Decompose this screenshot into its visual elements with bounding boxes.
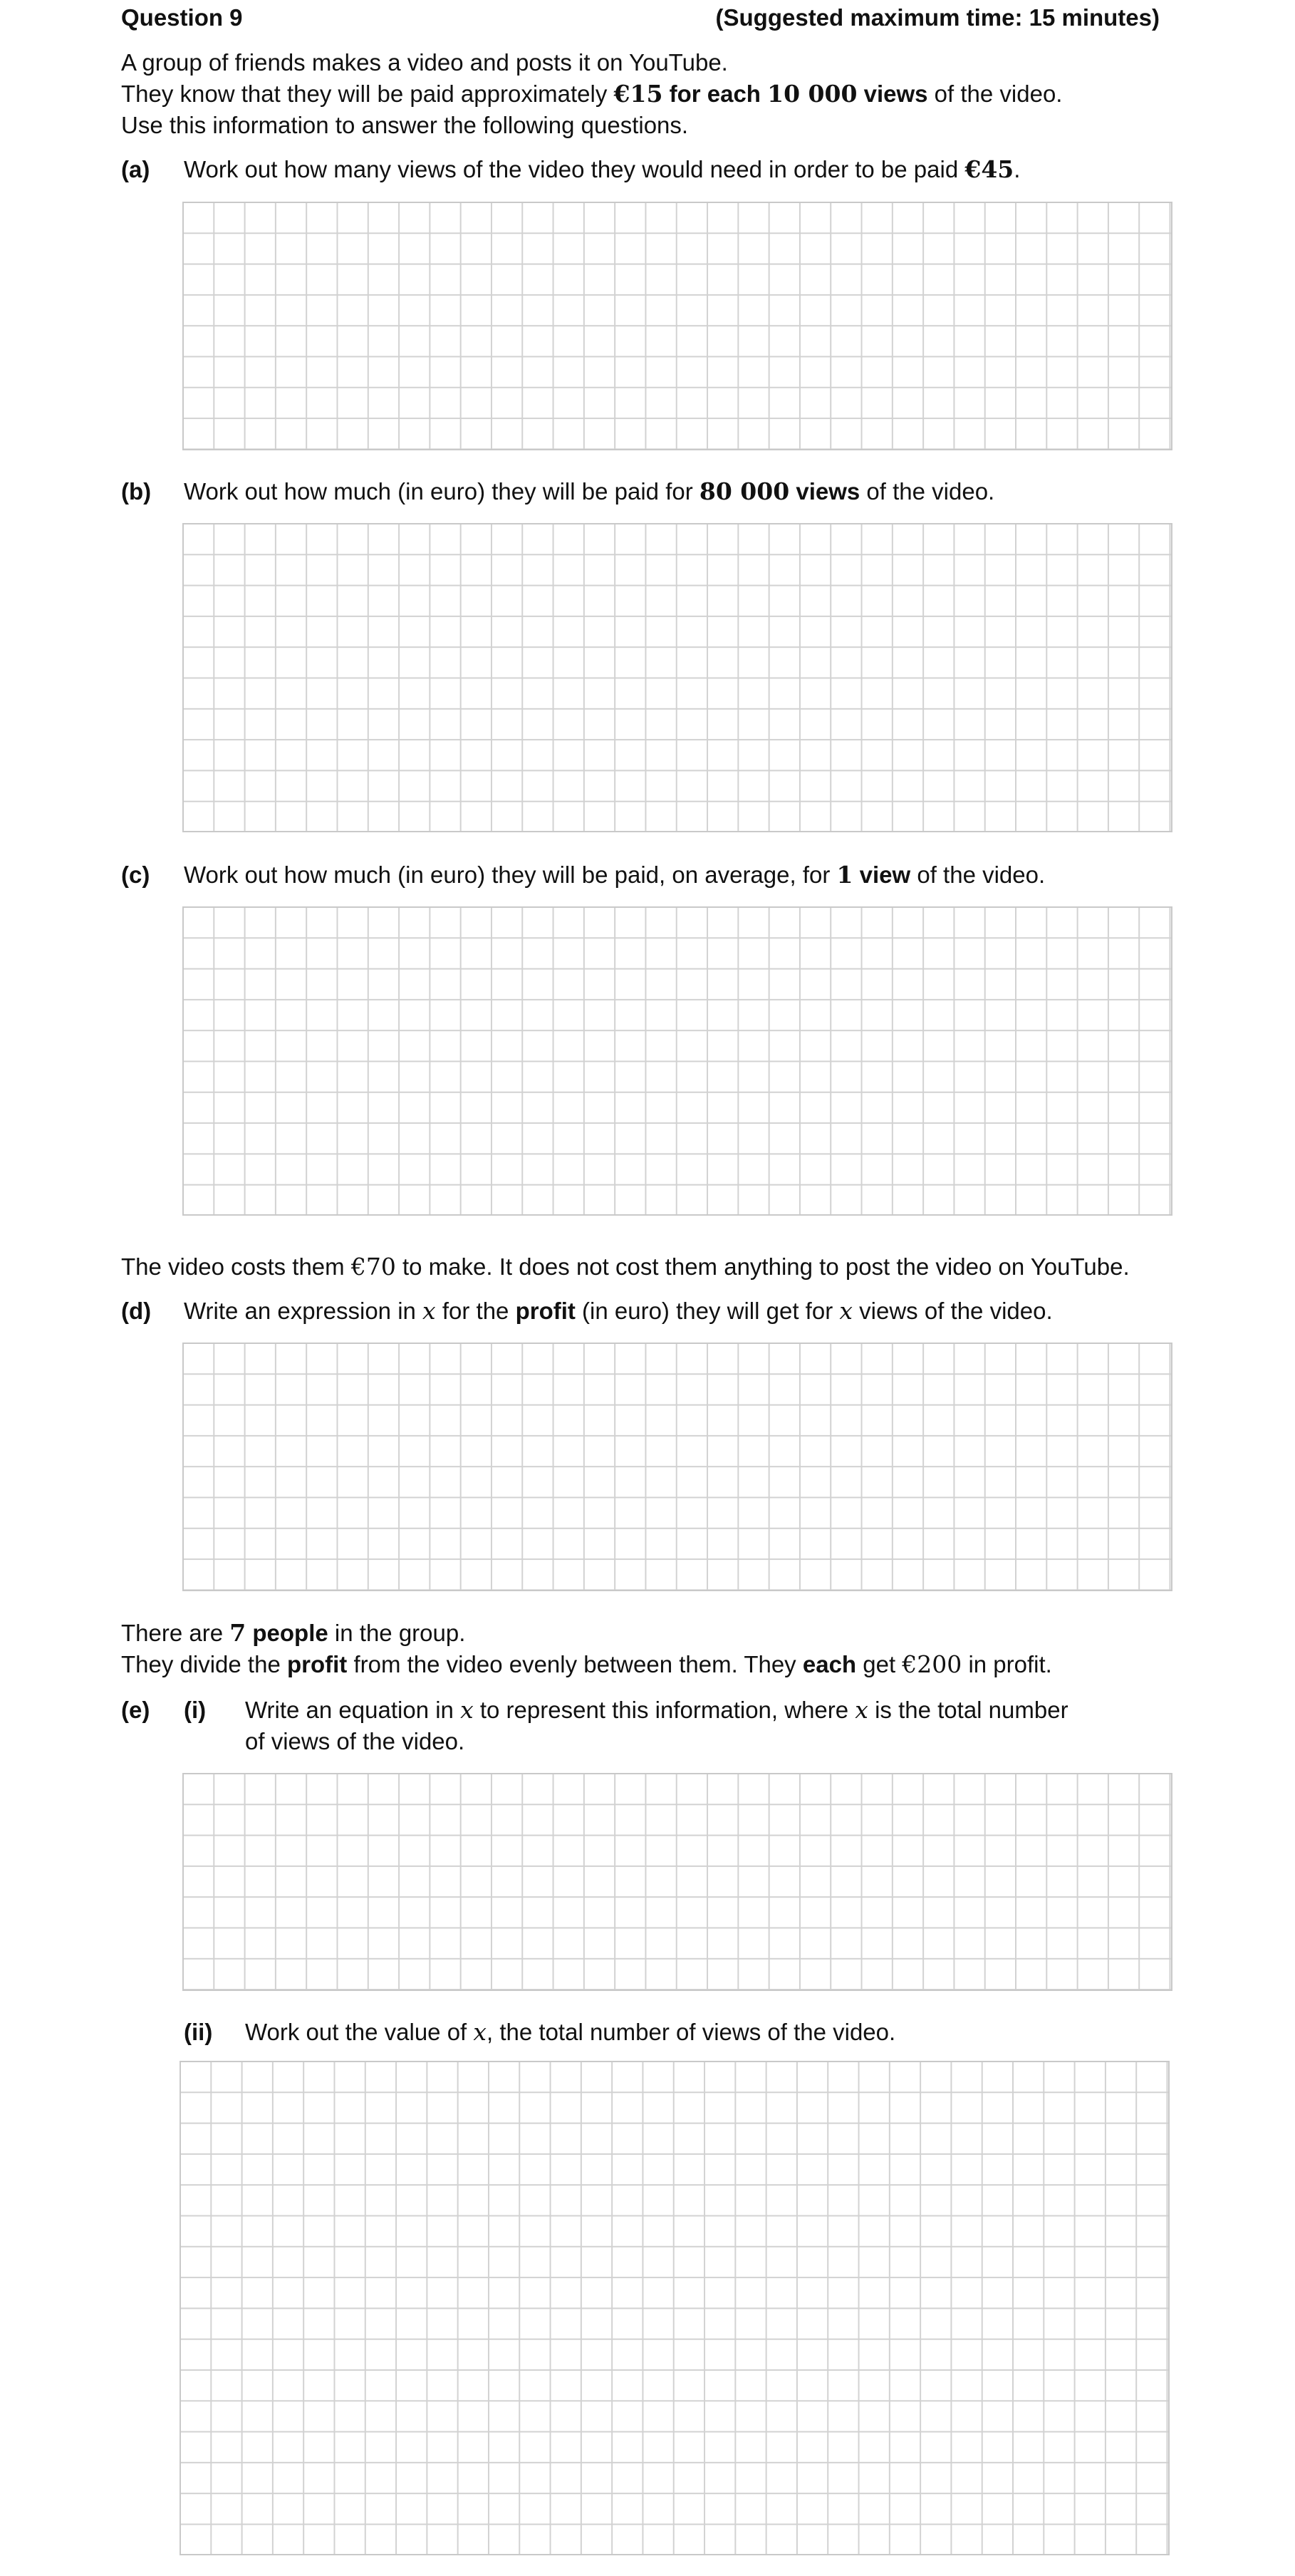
part-d-mid-1: for the <box>435 1298 516 1324</box>
part-e-i-var-2: x <box>855 1696 868 1724</box>
answer-grid-e-i[interactable] <box>182 1773 1172 1991</box>
part-d-post: views of the video. <box>852 1298 1053 1324</box>
answer-grid-d[interactable] <box>182 1343 1172 1591</box>
part-d-var-1: x <box>422 1297 436 1325</box>
intro-line-2-post: of the video. <box>927 81 1063 107</box>
group-note-2-post: in profit. <box>962 1651 1052 1677</box>
part-c-text: Work out how much (in euro) they will be paid, on average, for <box>184 862 837 888</box>
part-e-ii-post: , the total number of views of the video. <box>487 2019 896 2045</box>
part-d-question <box>184 1297 1053 1325</box>
cost-note-post: to make. It does not cost them anything to post the video on YouTube. <box>395 1253 1130 1280</box>
part-e-label: (e) <box>121 1697 150 1723</box>
part-e-ii-pre: Work out the value of <box>245 2019 474 2045</box>
part-d-profit: profit <box>515 1298 576 1324</box>
part-b-question <box>184 477 994 506</box>
part-e-i-mid: to represent this information, where <box>473 1697 855 1723</box>
intro-line-1: A group of friends makes a video and posts it on YouTube. <box>121 49 728 76</box>
group-note-profit: profit <box>286 1651 348 1677</box>
part-b-text-end: of the video. <box>860 478 995 505</box>
part-d-label: (d) <box>121 1298 152 1324</box>
answer-grid-c[interactable] <box>182 906 1172 1216</box>
part-a-text-end: . <box>1014 156 1021 182</box>
answer-grid-e-ii[interactable] <box>180 2061 1170 2555</box>
part-c-question <box>184 861 1045 889</box>
part-e-i-post: is the total number <box>868 1697 1068 1723</box>
part-c-text-end: of the video. <box>910 862 1046 888</box>
part-e-i-question-line-1 <box>245 1696 1068 1724</box>
part-a-question <box>184 155 1020 184</box>
part-d-pre: Write an expression in <box>184 1298 423 1324</box>
intro-line-2 <box>121 80 1062 108</box>
part-e-ii-question <box>245 2018 895 2047</box>
cost-note-pre: The video costs them <box>121 1253 351 1280</box>
intro-line-2-pre: They know that they will be paid approximately <box>121 81 614 107</box>
part-e-ii-var: x <box>473 2018 487 2046</box>
part-a-label: (a) <box>121 156 150 182</box>
intro-line-3: Use this information to answer the following questions. <box>121 112 689 138</box>
part-b-label: (b) <box>121 478 152 505</box>
part-d-var-2: x <box>839 1297 853 1325</box>
part-b-views-number: 80 000 <box>699 477 790 505</box>
group-note-each: each <box>802 1651 857 1677</box>
group-size-number: 7 <box>229 1619 246 1647</box>
part-a-text: Work out how many views of the video they would need in order to be paid <box>184 156 965 182</box>
group-note-line-1 <box>121 1619 465 1647</box>
part-b-text: Work out how much (in euro) they will be paid for <box>184 478 699 505</box>
group-size-word: people <box>246 1620 328 1646</box>
rate-for-each: for each <box>662 81 768 107</box>
part-c-label: (c) <box>121 862 150 888</box>
answer-grid-b[interactable] <box>182 523 1172 832</box>
time-note: (Suggested maximum time: 15 minutes) <box>715 4 1160 31</box>
part-e-i-label: (i) <box>184 1697 207 1723</box>
part-e-i-pre: Write an equation in <box>245 1697 461 1723</box>
part-b-views-word: views <box>789 478 860 505</box>
group-profit-amount: €200 <box>902 1650 962 1678</box>
part-e-i-var-1: x <box>460 1696 474 1724</box>
cost-amount: €70 <box>350 1253 396 1281</box>
rate-views-number: 10 000 <box>767 80 858 108</box>
group-note-2-pre: They divide the <box>121 1651 287 1677</box>
part-c-view-number: 1 <box>836 861 853 889</box>
part-a-amount: €45 <box>964 155 1014 183</box>
answer-grid-a[interactable] <box>182 202 1172 450</box>
group-note-pre: There are <box>121 1620 230 1646</box>
group-note-line-2 <box>121 1650 1052 1679</box>
part-e-i-question-line-2: of views of the video. <box>245 1728 465 1754</box>
group-note-2-mid-2: get <box>856 1651 903 1677</box>
rate-amount: €15 <box>613 80 663 108</box>
part-e-ii-label: (ii) <box>184 2019 213 2045</box>
group-note-post: in the group. <box>328 1620 466 1646</box>
question-label: Question 9 <box>121 4 243 31</box>
part-c-view-word: view <box>853 862 911 888</box>
part-d-mid-2: (in euro) they will get for <box>575 1298 840 1324</box>
rate-views-word: views <box>857 81 928 107</box>
cost-note <box>121 1253 1130 1281</box>
group-note-2-mid: from the video evenly between them. They <box>347 1651 803 1677</box>
